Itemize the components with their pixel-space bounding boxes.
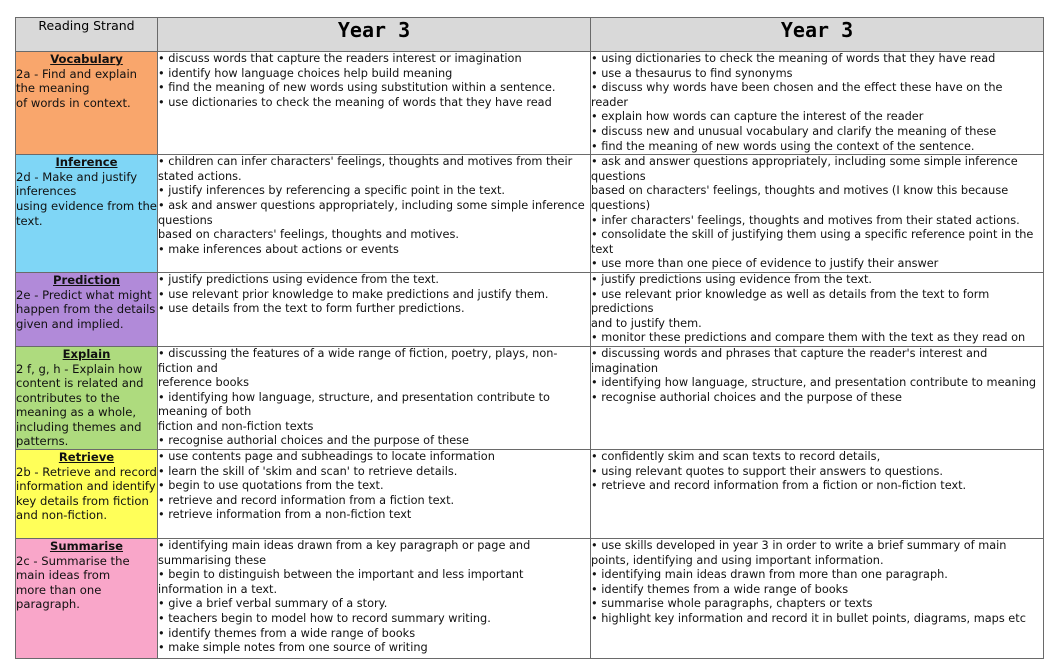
strand-cell-vocabulary bbox=[16, 52, 158, 155]
objectives-col1: • discuss words that capture the readers interest or imagination • identify how language choices help build meaning • find the meaning of new words using substitution within a sentence. • use dictionaries to check the meaning of words that they have read bbox=[158, 52, 591, 155]
objectives-col2: • justify predictions using evidence from the text. • use relevant prior knowledge as well as details from the text to form predictions and to justify them. • monitor these predictions and compare them with the text as they read on bbox=[591, 272, 1044, 346]
objectives-col1: • justify predictions using evidence from the text. • use relevant prior knowledge to make predictions and justify them. • use details from the text to form further predictions. bbox=[158, 272, 591, 346]
reading-strand-header: Reading Strand bbox=[16, 18, 158, 52]
strand-title: Retrieve bbox=[58, 450, 115, 465]
objectives-col2: • confidently skim and scan texts to record details, • using relevant quotes to support their answers to questions. • retrieve and record information from a fiction or non-fiction text. bbox=[591, 450, 1044, 539]
strand-title: Explain bbox=[62, 346, 111, 361]
strand-row-retrieve bbox=[16, 450, 1044, 539]
strand-cell-retrieve bbox=[16, 450, 158, 539]
strand-description: 2b - Retrieve and record information and identify key details from fiction and non-fiction. bbox=[16, 464, 157, 523]
strand-row-explain bbox=[16, 346, 1044, 449]
year-column-header-2: Year 3 bbox=[591, 18, 1044, 52]
strand-row-prediction bbox=[16, 272, 1044, 346]
strand-title: Summarise bbox=[49, 539, 124, 554]
strand-title: Inference bbox=[55, 155, 118, 170]
year-column-header-1: Year 3 bbox=[158, 18, 591, 52]
strand-row-summarise bbox=[16, 539, 1044, 659]
strand-description: 2d - Make and justify inferences using evidence from the text. bbox=[16, 169, 157, 228]
strand-title: Vocabulary bbox=[50, 52, 123, 66]
strand-cell-prediction bbox=[16, 272, 158, 346]
strand-row-vocabulary bbox=[16, 52, 1044, 155]
strand-cell-inference bbox=[16, 155, 158, 273]
objectives-col2: • discussing words and phrases that capture the reader's interest and imagination • identifying how language, structure, and presentation contribute to meaning • recognise authorial choices and the purpose of these bbox=[591, 346, 1044, 449]
reading-strand-table bbox=[15, 17, 1044, 659]
objectives-col1: • discussing the features of a wide range of fiction, poetry, plays, non-fiction and reference books • identifying how language, structure, and presentation contribute to meaning of both fiction and non-fiction texts • recognise authorial choices and the purpose of these bbox=[158, 346, 591, 449]
objectives-col2: • using dictionaries to check the meaning of words that they have read • use a thesaurus to find synonyms • discuss why words have been chosen and the effect these have on the reader • explain how words can capture the interest of the reader • discuss new and unusual vocabulary and clarify the meaning of these • find the meaning of new words using the context of the sentence. bbox=[591, 52, 1044, 155]
strand-description: 2e - Predict what might happen from the details given and implied. bbox=[16, 287, 156, 331]
objectives-col1: • children can infer characters' feelings, thoughts and motives from their stated actions. • justify inferences by referencing a specific point in the text. • ask and answer questions appropriately, including some simple inference questions based on characters' feelings, thoughts and motives. • make inferences about actions or events bbox=[158, 155, 591, 273]
strand-description: 2a - Find and explain the meaning of words in context. bbox=[16, 66, 138, 110]
objectives-col1: • identifying main ideas drawn from a key paragraph or page and summarising these • begin to distinguish between the important and less important information in a text. • give a brief verbal summary of a story. • teachers begin to model how to record summary writing. • identify themes from a wide range of books • make simple notes from one source of writing bbox=[158, 539, 591, 659]
strand-description: 2c - Summarise the main ideas from more than one paragraph. bbox=[16, 553, 130, 612]
strand-title: Prediction bbox=[53, 272, 120, 287]
header-row bbox=[16, 18, 1044, 52]
objectives-col2: • use skills developed in year 3 in order to write a brief summary of main points, identifying and using important information. • identifying main ideas drawn from more than one paragraph. • identify themes from a wide range of books • summarise whole paragraphs, chapters or texts • highlight key information and record it in bullet points, diagrams, maps etc bbox=[591, 539, 1044, 659]
strand-row-inference bbox=[16, 155, 1044, 273]
objectives-col1: • use contents page and subheadings to locate information • learn the skill of 'skim and scan' to retrieve details. • begin to use quotations from the text. • retrieve and record information from a fiction text. • retrieve information from a non-fiction text bbox=[158, 450, 591, 539]
strand-cell-explain bbox=[16, 346, 158, 449]
objectives-col2: • ask and answer questions appropriately, including some simple inference questions based on characters' feelings, thoughts and motives (I know this because questions) • infer characters' feelings, thoughts and motives from their stated actions. • consolidate the skill of justifying them using a specific reference point in the text • use more than one piece of evidence to justify their answer bbox=[591, 155, 1044, 273]
strand-cell-summarise bbox=[16, 539, 158, 659]
strand-description: 2 f, g, h - Explain how content is related and contributes to the meaning as a whole, including themes and patterns. bbox=[16, 361, 144, 449]
